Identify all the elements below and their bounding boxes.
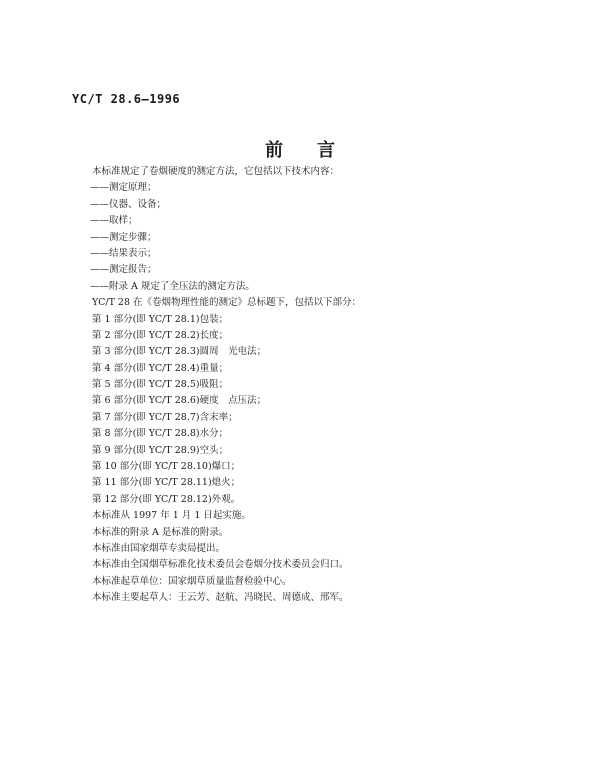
paragraph-line: 第 4 部分(即 YC/T 28.4)重量； — [92, 362, 229, 374]
paragraph-line: 本标准由国家烟草专卖局提出。 — [92, 542, 226, 554]
paragraph-line: YC/T 28 在《卷烟物理性能的测定》总标题下，包括以下部分： — [92, 297, 362, 309]
foreword-body — [80, 164, 540, 607]
paragraph-line: 第 7 部分(即 YC/T 28.7)含末率； — [92, 411, 238, 423]
paragraph-line: 本标准从 1997 年 1 月 1 日起实施。 — [92, 510, 251, 522]
paragraph-line: ——仪器、设备； — [90, 198, 167, 210]
paragraph-line: ——测定步骤； — [90, 231, 157, 243]
paragraph-line: 第 3 部分(即 YC/T 28.3)圆周 光电法； — [92, 346, 267, 358]
paragraph-line: 第 1 部分(即 YC/T 28.1)包装； — [92, 313, 229, 325]
standard-code: YC/T 28.6—1996 — [72, 92, 181, 106]
page-title: 前言 — [265, 140, 369, 161]
paragraph-line: 第 5 部分(即 YC/T 28.5)吸阻； — [92, 379, 229, 391]
paragraph-line: 本标准主要起草人：王云芳、赵航、冯晓民、周德成、邢军。 — [92, 592, 349, 604]
paragraph-line: ——结果表示； — [90, 247, 157, 259]
paragraph-line: ——测定原理； — [90, 182, 157, 194]
paragraph-line: 第 2 部分(即 YC/T 28.2)长度； — [92, 329, 229, 341]
paragraph-line: 第 11 部分(即 YC/T 28.11)熄火； — [92, 477, 241, 489]
paragraph-line: ——附录 A 规定了全压法的测定方法。 — [90, 280, 255, 292]
paragraph-line: 本标准的附录 A 是标准的附录。 — [92, 526, 229, 538]
paragraph-line: 第 8 部分(即 YC/T 28.8)水分； — [92, 428, 229, 440]
paragraph-line: 本标准由全国烟草标准化技术委员会卷烟分技术委员会归口。 — [92, 559, 349, 571]
paragraph-line: 本标准起草单位：国家烟草质量监督检验中心。 — [92, 575, 292, 587]
paragraph-line: 第 10 部分(即 YC/T 28.10)爆口； — [92, 461, 241, 473]
paragraph-line: ——取样； — [90, 215, 138, 227]
paragraph-line: 第 6 部分(即 YC/T 28.6)硬度 点压法； — [92, 395, 267, 407]
paragraph-line: 本标准规定了卷烟硬度的测定方法，它包括以下技术内容： — [92, 166, 340, 177]
paragraph-line: ——测定报告； — [90, 264, 157, 276]
paragraph-line: 第 9 部分(即 YC/T 28.9)空头； — [92, 444, 229, 456]
paragraph-line: 第 12 部分(即 YC/T 28.12)外观。 — [92, 493, 241, 505]
